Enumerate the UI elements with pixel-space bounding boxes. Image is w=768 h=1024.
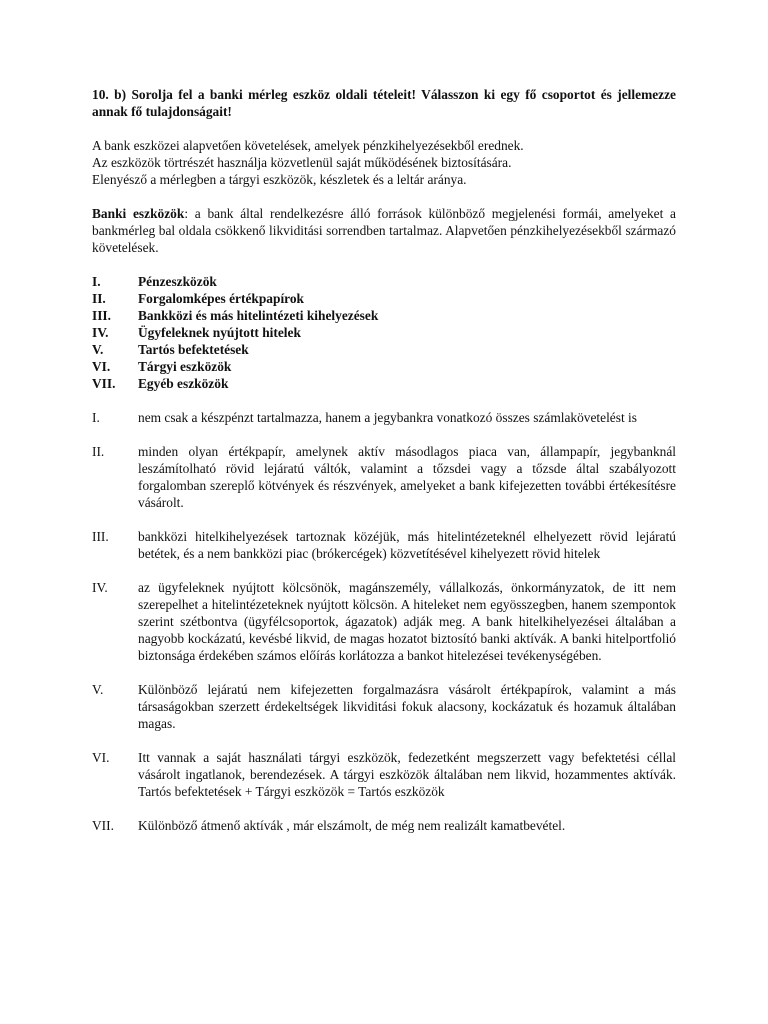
category-number: III. — [92, 308, 111, 323]
category-item — [92, 341, 676, 358]
detail-number: III. — [92, 529, 109, 544]
detail-number: VII. — [92, 818, 114, 833]
detail-text: nem csak a készpénzt tartalmazza, hanem a jegybankra vonatkozó összes számlakövetelést is — [138, 410, 637, 425]
definition-text: : a bank által rendelkezésre álló források különböző megjelenési formái, amelyeket a bankmérleg bal oldala csökkenő likviditási sorrendben tartalmaz. Alapvetően pénzkihelyezésekből származó követelések. — [92, 206, 676, 255]
category-list — [92, 273, 676, 392]
category-item — [92, 358, 676, 375]
detail-number: V. — [92, 682, 104, 697]
category-item — [92, 307, 676, 324]
intro-line: Elenyésző a mérlegben a tárgyi eszközök, készletek és a leltár aránya. — [92, 172, 467, 187]
category-label: Tartós befektetések — [138, 342, 249, 357]
category-item — [92, 324, 676, 341]
category-number: I. — [92, 274, 101, 289]
category-label: Bankközi és más hitelintézeti kihelyezések — [138, 308, 379, 323]
document-page — [92, 86, 676, 851]
detail-item — [92, 817, 676, 834]
detail-list — [92, 409, 676, 834]
category-number: IV. — [92, 325, 109, 340]
category-label: Pénzeszközök — [138, 274, 217, 289]
detail-text: Itt vannak a saját használati tárgyi eszközök, fedezetként megszerzett vagy befektetési céllal vásárolt ingatlanok, berendezések. A tárgyi eszközök általában nem likvid, hozammentes aktívák. Tartós befektetések + Tárgyi eszközök = Tartós eszközök — [138, 750, 676, 799]
detail-number: I. — [92, 410, 100, 425]
detail-text: Különböző lejáratú nem kifejezetten forgalmazásra vásárolt értékpapírok, valamint a más társaságokban szerzett érdekeltségek likviditási fokuk alacsony, kockázatuk és hozamuk általában magas. — [138, 682, 676, 731]
detail-item — [92, 443, 676, 511]
definition-term: Banki eszközök — [92, 206, 185, 221]
detail-item — [92, 528, 676, 562]
intro-paragraph — [92, 137, 676, 188]
category-number: V. — [92, 342, 104, 357]
category-label: Ügyfeleknek nyújtott hitelek — [138, 325, 301, 340]
detail-number: IV. — [92, 580, 108, 595]
category-item — [92, 375, 676, 392]
detail-text: az ügyfeleknek nyújtott kölcsönök, magánszemély, vállalkozás, önkormányzatok, de itt nem szerepelhet a hitelintézeteknek nyújtott kölcsön. A hiteleket nem egyösszegben, hanem szempontok szerint szétbontva (ügyfélcsoportok, ágazatok) adják meg. A bank hitelkihelyezései általában a nagyobb kockázatú, kevésbé likvid, de magas hozatot biztosító banki aktívák. A banki hitelportfolió biztonsága érdekében számos előírás korlátozza a bankot hitelezései tevékenységében. — [138, 580, 676, 663]
detail-number: II. — [92, 444, 105, 459]
category-item — [92, 290, 676, 307]
intro-line: A bank eszközei alapvetően követelések, amelyek pénzkihelyezésekből erednek. — [92, 138, 524, 153]
detail-number: VI. — [92, 750, 110, 765]
detail-item — [92, 681, 676, 732]
detail-text: Különböző átmenő aktívák , már elszámolt, de még nem realizált kamatbevétel. — [138, 818, 566, 833]
question-heading: 10. b) Sorolja fel a banki mérleg eszköz oldali tételeit! Válasszon ki egy fő csoportot és jellemezze annak fő tulajdonságait! — [92, 87, 676, 119]
detail-text: minden olyan értékpapír, amelynek aktív másodlagos piaca van, állampapír, jegybanknál leszámítolható rövid lejáratú váltók, valamint a tőzsdei vagy a tőzsde által szabályozott forgalomban szereplő kötvények és részvények, amelyeket a bank kifejezetten további értékesítésre vásárolt. — [138, 444, 676, 510]
category-label: Forgalomképes értékpapírok — [138, 291, 305, 306]
detail-item — [92, 579, 676, 664]
detail-item — [92, 749, 676, 800]
category-label: Tárgyi eszközök — [138, 359, 232, 374]
category-number: VII. — [92, 376, 116, 391]
detail-item — [92, 409, 676, 426]
category-item — [92, 273, 676, 290]
category-number: II. — [92, 291, 106, 306]
intro-line: Az eszközök törtrészét használja közvetlenül saját működésének biztosítására. — [92, 155, 512, 170]
category-number: VI. — [92, 359, 111, 374]
definition-paragraph — [92, 205, 676, 256]
category-label: Egyéb eszközök — [138, 376, 229, 391]
detail-text: bankközi hitelkihelyezések tartoznak közéjük, más hitelintézeteknél elhelyezett rövid lejáratú betétek, és a nem bankközi piac (brókercégek) közvetítésével kihelyezett rövid hitelek — [138, 529, 676, 561]
